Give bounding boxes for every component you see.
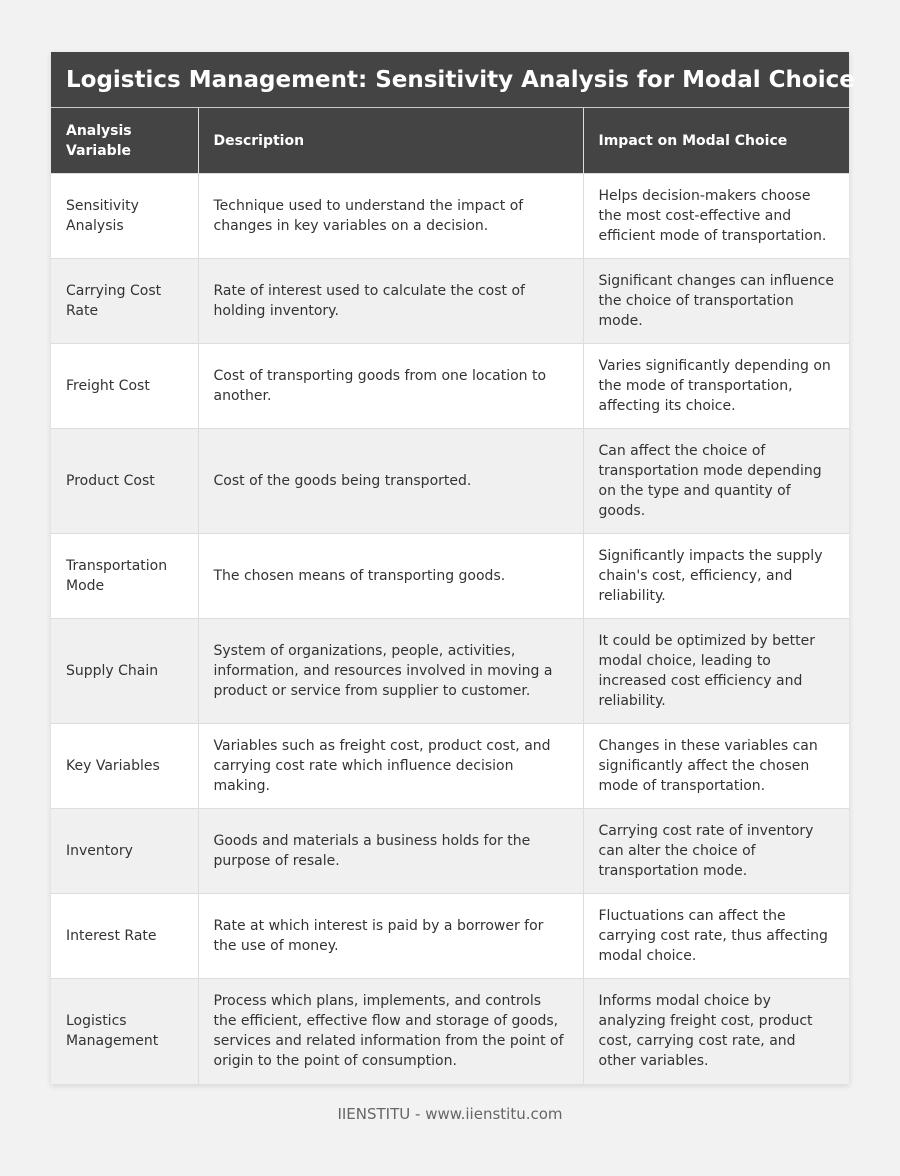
column-header-variable: Analysis Variable bbox=[51, 108, 198, 174]
impact-cell: Informs modal choice by analyzing freight cost, product cost, carrying cost rate, and other variables. bbox=[583, 979, 849, 1084]
column-header-description: Description bbox=[198, 108, 583, 174]
table-card bbox=[51, 52, 855, 1084]
variable-cell: Sensitivity Analysis bbox=[51, 174, 198, 259]
table-row bbox=[51, 619, 849, 724]
variable-cell: Key Variables bbox=[51, 724, 198, 809]
table-row bbox=[51, 534, 849, 619]
impact-cell: Varies significantly depending on the mode of transportation, affecting its choice. bbox=[583, 344, 849, 429]
variable-cell: Interest Rate bbox=[51, 894, 198, 979]
variable-cell: Carrying Cost Rate bbox=[51, 259, 198, 344]
table-row bbox=[51, 429, 849, 534]
impact-cell: Significantly impacts the supply chain's cost, efficiency, and reliability. bbox=[583, 534, 849, 619]
impact-cell: Helps decision-makers choose the most cost-effective and efficient mode of transportation. bbox=[583, 174, 849, 259]
column-header-impact: Impact on Modal Choice bbox=[583, 108, 849, 174]
description-cell: Technique used to understand the impact of changes in key variables on a decision. bbox=[198, 174, 583, 259]
table-row bbox=[51, 174, 849, 259]
variable-cell: Transportation Mode bbox=[51, 534, 198, 619]
footer-credit: IIENSTITU - www.iienstitu.com bbox=[337, 1105, 563, 1123]
description-cell: System of organizations, people, activities, information, and resources involved in moving a product or service from supplier to customer. bbox=[198, 619, 583, 724]
impact-cell: Carrying cost rate of inventory can alter the choice of transportation mode. bbox=[583, 809, 849, 894]
impact-cell: Significant changes can influence the choice of transportation mode. bbox=[583, 259, 849, 344]
description-cell: Rate at which interest is paid by a borrower for the use of money. bbox=[198, 894, 583, 979]
description-cell: Process which plans, implements, and controls the efficient, effective flow and storage of goods, services and related information from the point of origin to the point of consumption. bbox=[198, 979, 583, 1084]
variable-cell: Freight Cost bbox=[51, 344, 198, 429]
impact-cell: It could be optimized by better modal choice, leading to increased cost efficiency and reliability. bbox=[583, 619, 849, 724]
description-cell: Cost of the goods being transported. bbox=[198, 429, 583, 534]
table-row bbox=[51, 724, 849, 809]
variable-cell: Inventory bbox=[51, 809, 198, 894]
description-cell: Variables such as freight cost, product cost, and carrying cost rate which influence decision making. bbox=[198, 724, 583, 809]
description-cell: Goods and materials a business holds for the purpose of resale. bbox=[198, 809, 583, 894]
description-cell: The chosen means of transporting goods. bbox=[198, 534, 583, 619]
variable-cell: Product Cost bbox=[51, 429, 198, 534]
description-cell: Cost of transporting goods from one location to another. bbox=[198, 344, 583, 429]
table-row bbox=[51, 809, 849, 894]
impact-cell: Changes in these variables can significantly affect the chosen mode of transportation. bbox=[583, 724, 849, 809]
header-row bbox=[51, 108, 849, 174]
sensitivity-table bbox=[51, 108, 849, 1084]
table-row bbox=[51, 894, 849, 979]
table-row bbox=[51, 344, 849, 429]
variable-cell: Logistics Management bbox=[51, 979, 198, 1084]
impact-cell: Fluctuations can affect the carrying cost rate, thus affecting modal choice. bbox=[583, 894, 849, 979]
variable-cell: Supply Chain bbox=[51, 619, 198, 724]
description-cell: Rate of interest used to calculate the cost of holding inventory. bbox=[198, 259, 583, 344]
table-title: Logistics Management: Sensitivity Analysis for Modal Choice bbox=[51, 52, 849, 108]
table-row bbox=[51, 979, 849, 1084]
impact-cell: Can affect the choice of transportation mode depending on the type and quantity of goods. bbox=[583, 429, 849, 534]
table-row bbox=[51, 259, 849, 344]
